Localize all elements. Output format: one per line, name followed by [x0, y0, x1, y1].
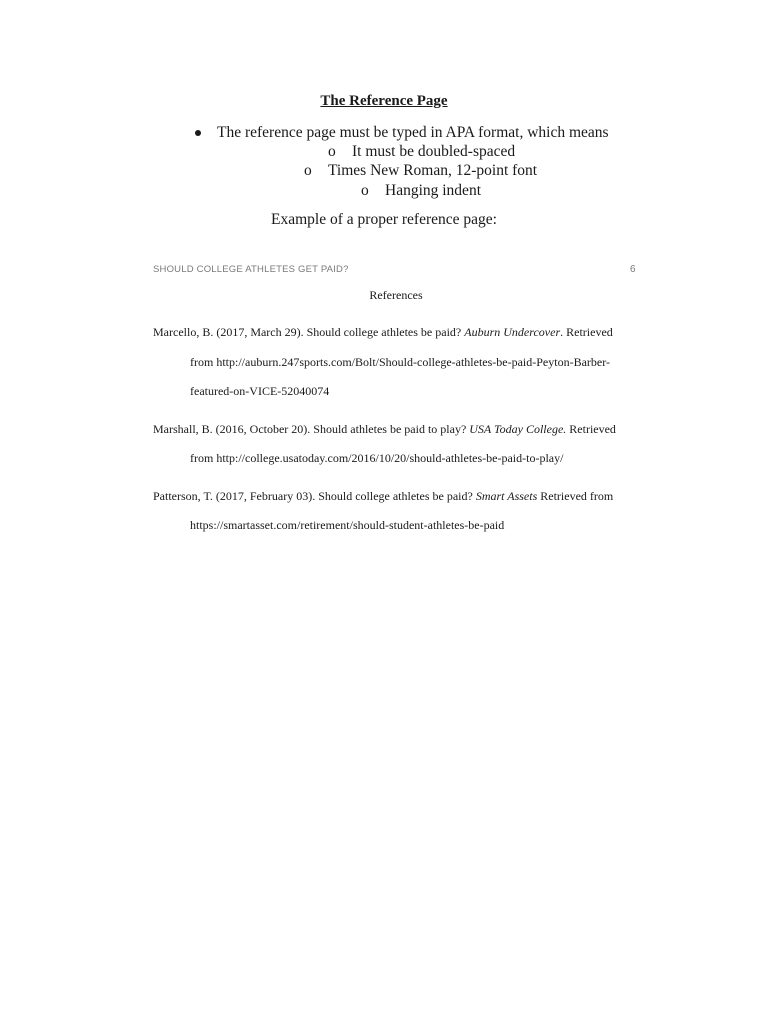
running-head: SHOULD COLLEGE ATHLETES GET PAID?	[153, 264, 349, 275]
reference-tail: . Retrieved	[560, 325, 613, 339]
page-title: The Reference Page	[320, 93, 448, 109]
reference-continuation: from http://college.usatoday.com/2016/10/20/should-athletes-be-paid-to-play/	[190, 451, 564, 465]
reference-source: Smart Assets	[475, 489, 538, 503]
reference-continuation: from http://auburn.247sports.com/Bolt/Should-college-athletes-be-paid-Peyton-Barber-	[190, 355, 610, 369]
sub-bullet-text: Hanging indent	[385, 182, 481, 199]
reference-tail: Retrieved from	[537, 489, 614, 503]
reference-continuation: https://smartasset.com/retirement/should-student-athletes-be-paid	[190, 518, 505, 532]
example-label: Example of a proper reference page:	[271, 211, 497, 228]
bullet-dot-icon	[195, 130, 201, 136]
reference-lead: Patterson, T. (2017, February 03). Should college athletes be paid?	[153, 489, 476, 503]
sub-bullet-marker: o	[328, 143, 336, 160]
bullet-text: The reference page must be typed in APA format, which means	[217, 124, 609, 141]
reference-source: Auburn Undercover	[464, 325, 561, 339]
sub-bullet-marker: o	[304, 162, 312, 179]
reference-lead: Marcello, B. (2017, March 29). Should college athletes be paid?	[153, 325, 465, 339]
reference-tail: Retrieved	[566, 422, 616, 436]
reference-continuation: featured-on-VICE-52040074	[190, 384, 330, 398]
sub-bullet-text: Times New Roman, 12-point font	[328, 162, 538, 179]
sub-bullet-text: It must be doubled-spaced	[352, 143, 516, 160]
references-heading: References	[369, 288, 423, 302]
reference-entry-line	[153, 325, 613, 340]
reference-entry-line	[153, 422, 616, 437]
reference-source: USA Today College.	[469, 422, 567, 436]
reference-entry-line	[153, 489, 613, 504]
sub-bullet-marker: o	[361, 182, 369, 199]
page-number: 6	[630, 264, 636, 275]
reference-lead: Marshall, B. (2016, October 20). Should athletes be paid to play?	[153, 422, 470, 436]
